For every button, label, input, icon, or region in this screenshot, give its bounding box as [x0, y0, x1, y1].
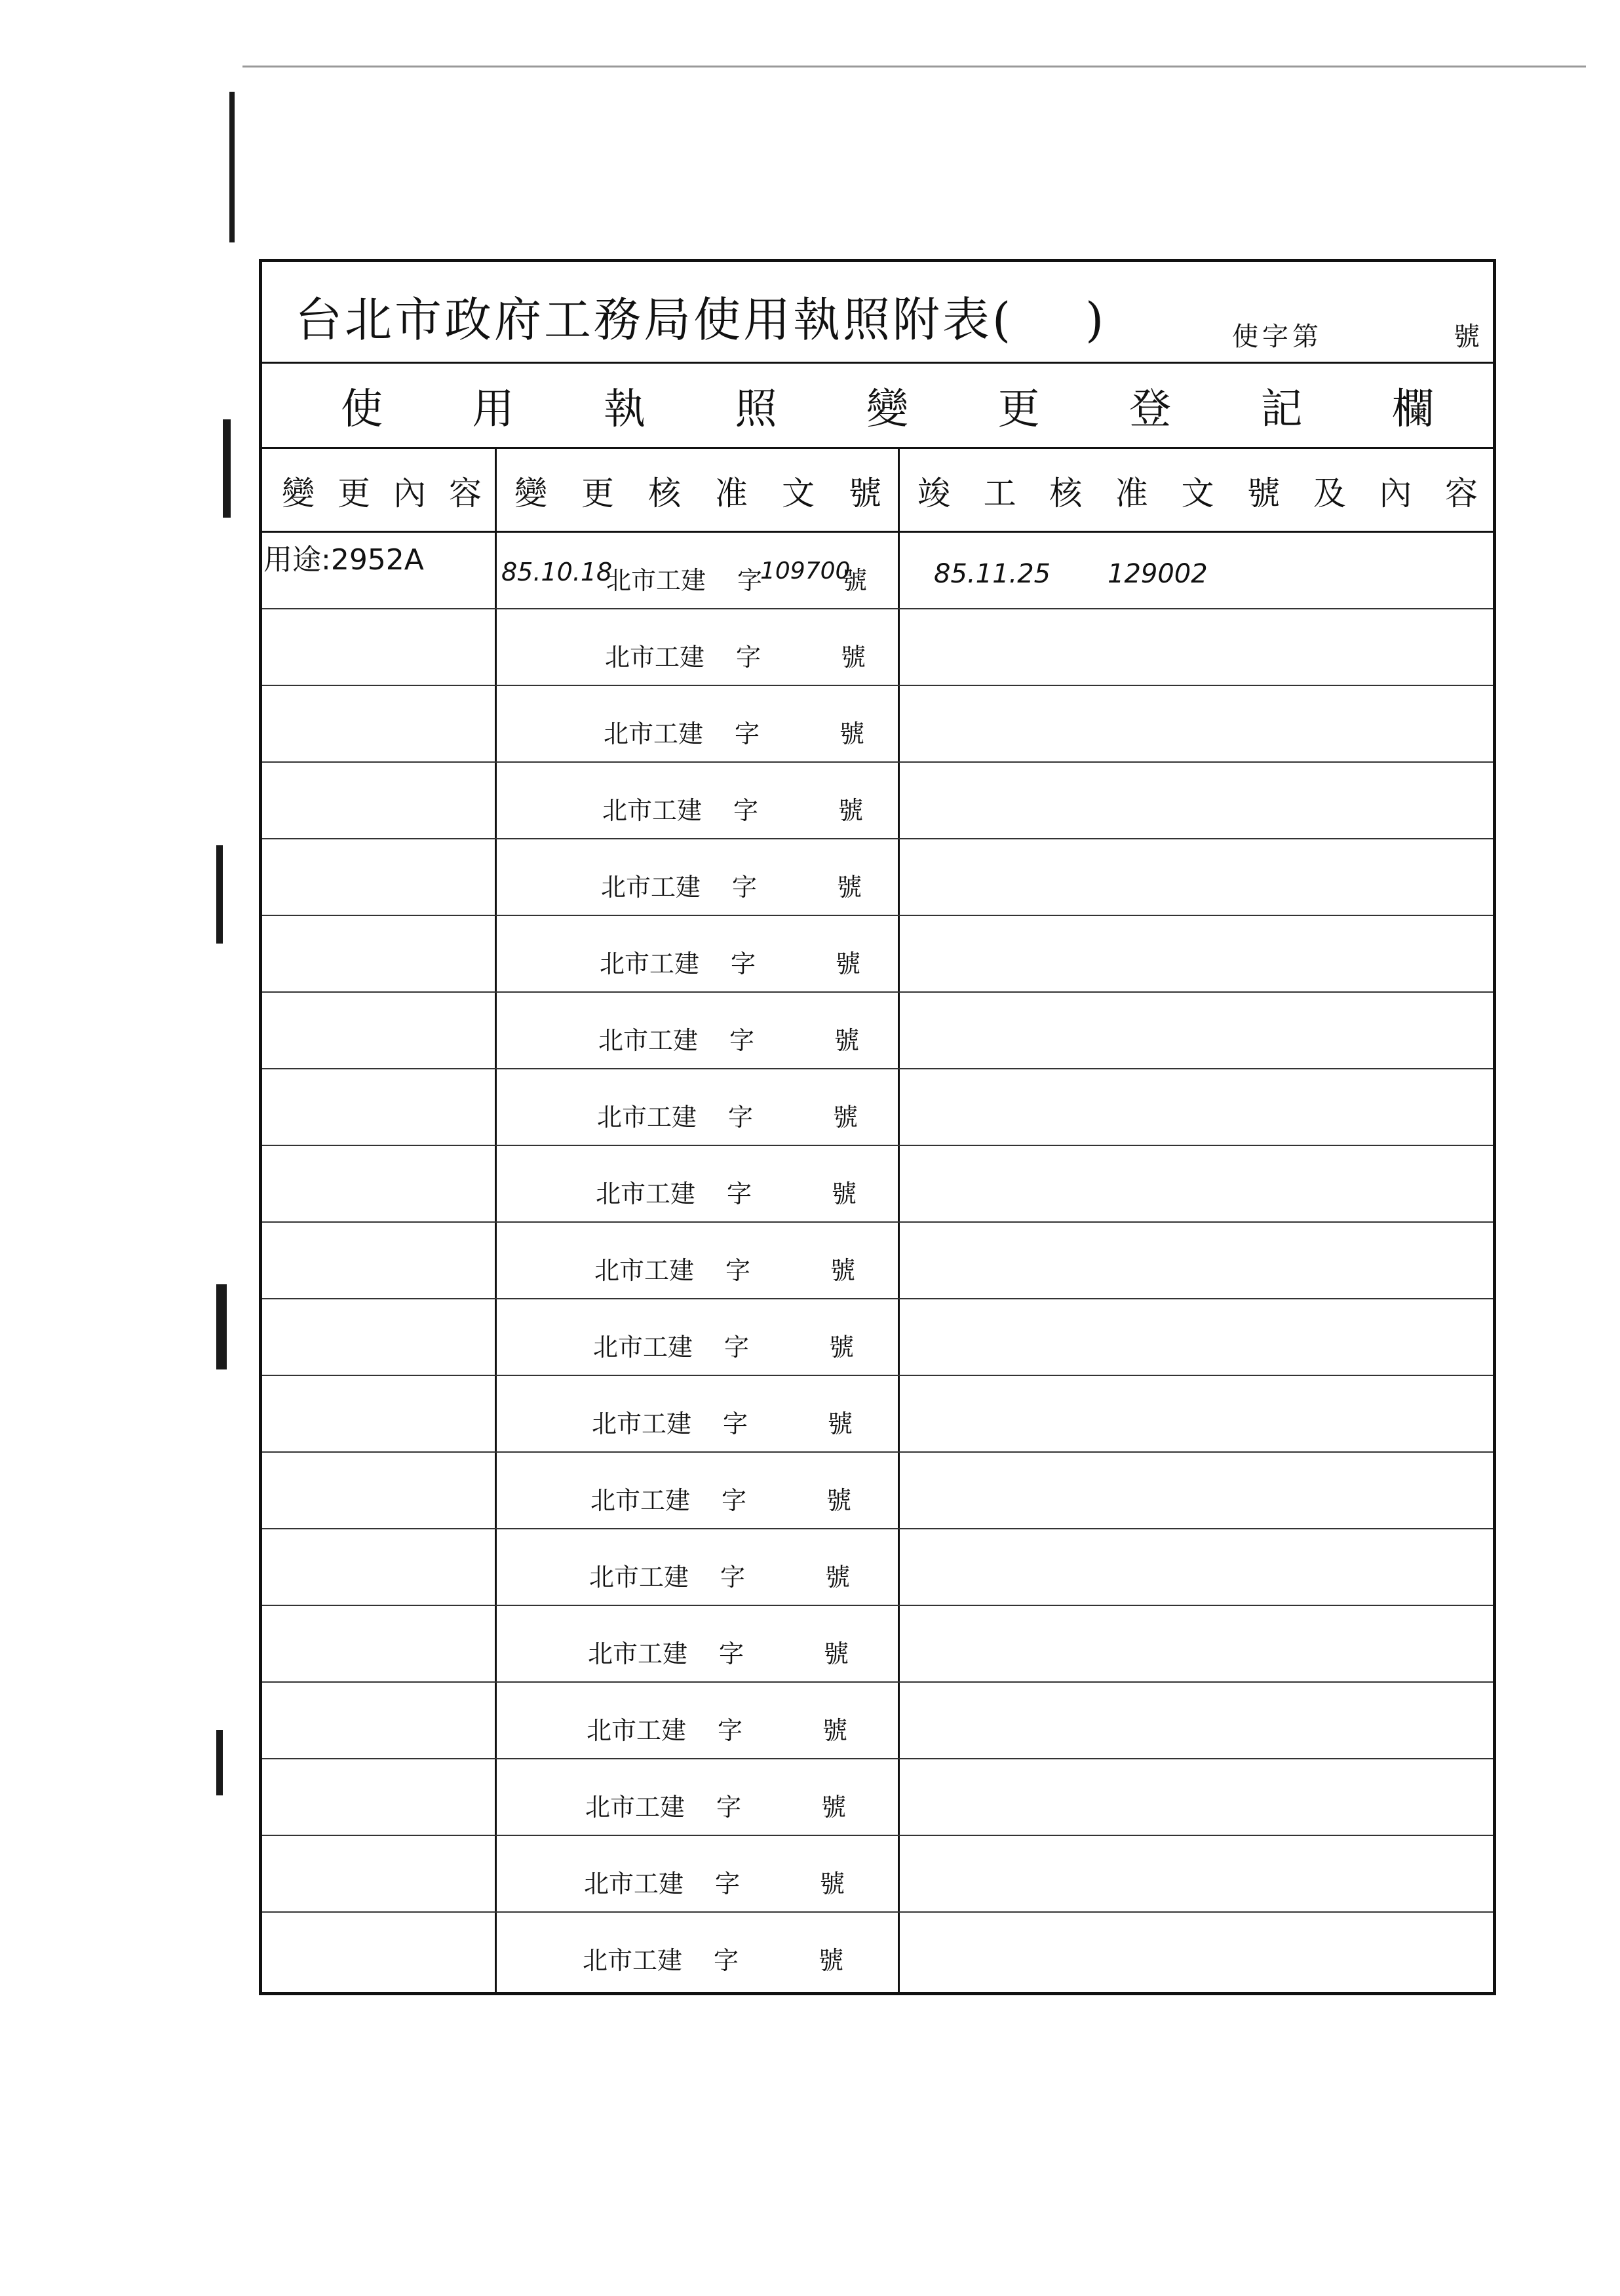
scan-mark [223, 419, 231, 518]
banner-char: 記 [1260, 385, 1303, 434]
banner-char: 照 [735, 385, 777, 434]
approval-number-cell [495, 1376, 898, 1451]
approval-number-cell [495, 763, 898, 838]
header-char: 工 [983, 474, 1016, 512]
hao-label: 號 [830, 1256, 856, 1285]
header-char: 內 [1379, 474, 1412, 512]
zi-label: 字 [735, 719, 760, 748]
approval-number-cell [495, 1836, 898, 1911]
zi-label: 字 [731, 949, 756, 978]
zi-label: 字 [714, 1946, 739, 1975]
completion-approval-cell [898, 1376, 1493, 1451]
approval-number-cell [495, 1759, 898, 1835]
scan-mark [216, 1284, 227, 1369]
scan-edge-left [229, 92, 235, 242]
completion-approval-cell [898, 993, 1493, 1068]
hao-label: 號 [832, 1179, 857, 1208]
approval-number-cell [495, 686, 898, 761]
completion-approval-cell [898, 686, 1493, 761]
zi-label: 字 [727, 1179, 752, 1208]
zi-label: 字 [733, 796, 759, 825]
hao-label: 號 [836, 949, 861, 978]
header-char: 更 [338, 474, 370, 512]
change-content-cell [262, 1759, 495, 1835]
approval-number-cell [495, 839, 898, 915]
approval-number-cell [495, 1683, 898, 1758]
zi-label: 字 [722, 1486, 747, 1515]
table-row [262, 1913, 1493, 1989]
office-label: 北市工建 [598, 1026, 699, 1055]
table-row [262, 1683, 1493, 1759]
office-label: 北市工建 [585, 1793, 685, 1822]
office-label: 北市工建 [601, 873, 701, 902]
change-content-cell [262, 609, 495, 685]
form-title: 台北市政府工務局使用執照附表( ) [295, 292, 1107, 347]
office-label: 北市工建 [588, 1639, 688, 1668]
scan-mark [216, 1730, 223, 1795]
header-char: 准 [715, 474, 748, 512]
change-content-cell [262, 993, 495, 1068]
completion-approval-cell [898, 1069, 1493, 1145]
completion-approval-cell [898, 1606, 1493, 1681]
title-row [262, 262, 1493, 364]
completion-approval-cell [898, 1529, 1493, 1605]
completion-approval-cell [898, 1299, 1493, 1375]
header-char: 竣 [917, 474, 950, 512]
header-char: 文 [782, 474, 815, 512]
office-label: 北市工建 [590, 1486, 691, 1515]
change-content-cell [262, 1453, 495, 1528]
header-change-approval-number [514, 449, 881, 533]
banner-char: 更 [997, 385, 1040, 434]
zi-label: 字 [720, 1563, 746, 1592]
header-char: 變 [514, 474, 547, 512]
header-char: 准 [1115, 474, 1148, 512]
banner-char: 欄 [1392, 385, 1434, 434]
header-char: 容 [449, 474, 482, 512]
change-record-rows [262, 533, 1493, 1989]
approval-number-cell [495, 1453, 898, 1528]
completion-date: 85.11.25 [934, 559, 1051, 589]
table-row [262, 1453, 1493, 1529]
zi-label: 字 [737, 566, 763, 595]
table-row [262, 533, 1493, 609]
table-row [262, 1146, 1493, 1223]
banner-char: 使 [341, 385, 383, 434]
hao-label: 號 [822, 1716, 848, 1745]
header-char: 號 [849, 474, 881, 512]
table-row [262, 763, 1493, 839]
zi-label: 字 [729, 1026, 755, 1055]
change-content-cell [262, 1836, 495, 1911]
change-content-cell [262, 1913, 495, 1989]
completion-approval-cell [898, 839, 1493, 915]
hao-label: 號 [841, 643, 866, 672]
office-label: 北市工建 [589, 1563, 689, 1592]
hao-label: 號 [828, 1409, 853, 1438]
zi-label: 字 [728, 1103, 754, 1132]
scan-edge-top [242, 66, 1586, 67]
zi-label: 字 [736, 643, 762, 672]
table-row [262, 1376, 1493, 1453]
usage-permit-form [259, 259, 1496, 1995]
completion-approval-cell [898, 533, 1493, 608]
change-content-cell [262, 1069, 495, 1145]
completion-approval-cell [898, 1683, 1493, 1758]
permit-number-suffix: 號 [1454, 322, 1480, 352]
header-char: 變 [282, 474, 315, 512]
header-char: 及 [1313, 474, 1346, 512]
completion-approval-cell [898, 1146, 1493, 1221]
header-char: 更 [581, 474, 614, 512]
change-content-cell [262, 1529, 495, 1605]
approval-number-cell [495, 1146, 898, 1221]
office-label: 北市工建 [600, 949, 700, 978]
header-char: 內 [393, 474, 426, 512]
hao-label: 號 [825, 1563, 851, 1592]
table-row [262, 1606, 1493, 1683]
zi-label: 字 [718, 1716, 743, 1745]
hao-label: 號 [834, 1026, 860, 1055]
office-label: 北市工建 [596, 1179, 696, 1208]
table-row [262, 609, 1493, 686]
zi-label: 字 [724, 1333, 750, 1362]
change-content-cell [262, 1146, 495, 1221]
column-header-row [262, 449, 1493, 533]
approval-number-cell [495, 993, 898, 1068]
hao-label: 號 [826, 1486, 852, 1515]
header-char: 文 [1181, 474, 1214, 512]
hao-label: 號 [829, 1333, 855, 1362]
table-row [262, 916, 1493, 993]
office-label: 北市工建 [594, 1256, 695, 1285]
office-label: 北市工建 [605, 643, 705, 672]
zi-label: 字 [723, 1409, 748, 1438]
table-row [262, 1069, 1493, 1146]
header-char: 容 [1445, 474, 1478, 512]
hao-label: 號 [839, 719, 865, 748]
table-row [262, 686, 1493, 763]
zi-label: 字 [719, 1639, 744, 1668]
table-row [262, 839, 1493, 916]
completion-approval-cell [898, 1453, 1493, 1528]
hao-label: 號 [837, 873, 862, 902]
header-char: 核 [1049, 474, 1083, 512]
header-change-content [282, 449, 482, 533]
completion-approval-cell [898, 763, 1493, 838]
change-content-cell [262, 763, 495, 838]
banner-char: 登 [1129, 385, 1171, 434]
table-row [262, 993, 1493, 1069]
office-label: 北市工建 [584, 1869, 684, 1898]
approval-number-cell [495, 1606, 898, 1681]
approval-number-cell [495, 1913, 898, 1989]
change-content-cell [262, 916, 495, 991]
zi-label: 字 [732, 873, 758, 902]
change-content-cell [262, 1606, 495, 1681]
scan-mark [216, 845, 223, 944]
zi-label: 字 [725, 1256, 751, 1285]
approval-number-cell [495, 1069, 898, 1145]
office-label: 北市工建 [587, 1716, 687, 1745]
change-content-cell [262, 1683, 495, 1758]
header-completion-approval [917, 449, 1478, 533]
approval-date: 85.10.18 [501, 558, 613, 586]
approval-number-cell [495, 609, 898, 685]
hao-label: 號 [819, 1946, 844, 1975]
change-content-cell [262, 839, 495, 915]
table-row [262, 1836, 1493, 1913]
approval-number-cell [495, 1223, 898, 1298]
office-label: 北市工建 [593, 1333, 693, 1362]
table-row [262, 1223, 1493, 1299]
zi-label: 字 [716, 1793, 742, 1822]
completion-approval-cell [898, 609, 1493, 685]
table-row [262, 1759, 1493, 1836]
completion-approval-cell [898, 916, 1493, 991]
approval-number-cell [495, 1299, 898, 1375]
completion-approval-cell [898, 1836, 1493, 1911]
hao-label: 號 [833, 1103, 858, 1132]
header-char: 核 [648, 474, 681, 512]
approval-number-cell [495, 916, 898, 991]
banner-char: 執 [604, 385, 646, 434]
change-content-cell [262, 1223, 495, 1298]
approval-number-cell [495, 533, 898, 608]
hao-label: 號 [824, 1639, 849, 1668]
change-content-cell [262, 1299, 495, 1375]
zi-label: 字 [715, 1869, 741, 1898]
banner-char: 用 [472, 385, 514, 434]
office-label: 北市工建 [606, 566, 706, 595]
completion-approval-cell [898, 1223, 1493, 1298]
banner-char: 變 [866, 385, 908, 434]
approval-number-cell [495, 1529, 898, 1605]
completion-approval-cell [898, 1759, 1493, 1835]
header-char: 號 [1247, 474, 1281, 512]
approval-number: 109700 [760, 558, 851, 584]
office-label: 北市工建 [592, 1409, 692, 1438]
office-label: 北市工建 [604, 719, 704, 748]
table-row [262, 1529, 1493, 1606]
hao-label: 號 [842, 566, 868, 595]
office-label: 北市工建 [583, 1946, 683, 1975]
hao-label: 號 [820, 1869, 845, 1898]
office-label: 北市工建 [602, 796, 703, 825]
change-content-cell [262, 686, 495, 761]
change-content-cell [262, 1376, 495, 1451]
table-row [262, 1299, 1493, 1376]
hao-label: 號 [821, 1793, 847, 1822]
completion-approval-cell [898, 1913, 1493, 1989]
completion-number: 129002 [1108, 559, 1208, 589]
change-registration-banner [262, 364, 1493, 449]
change-content-cell: 用途:2952A [263, 543, 424, 577]
hao-label: 號 [838, 796, 864, 825]
permit-number-prefix: 使字第 [1232, 322, 1322, 352]
office-label: 北市工建 [597, 1103, 697, 1132]
